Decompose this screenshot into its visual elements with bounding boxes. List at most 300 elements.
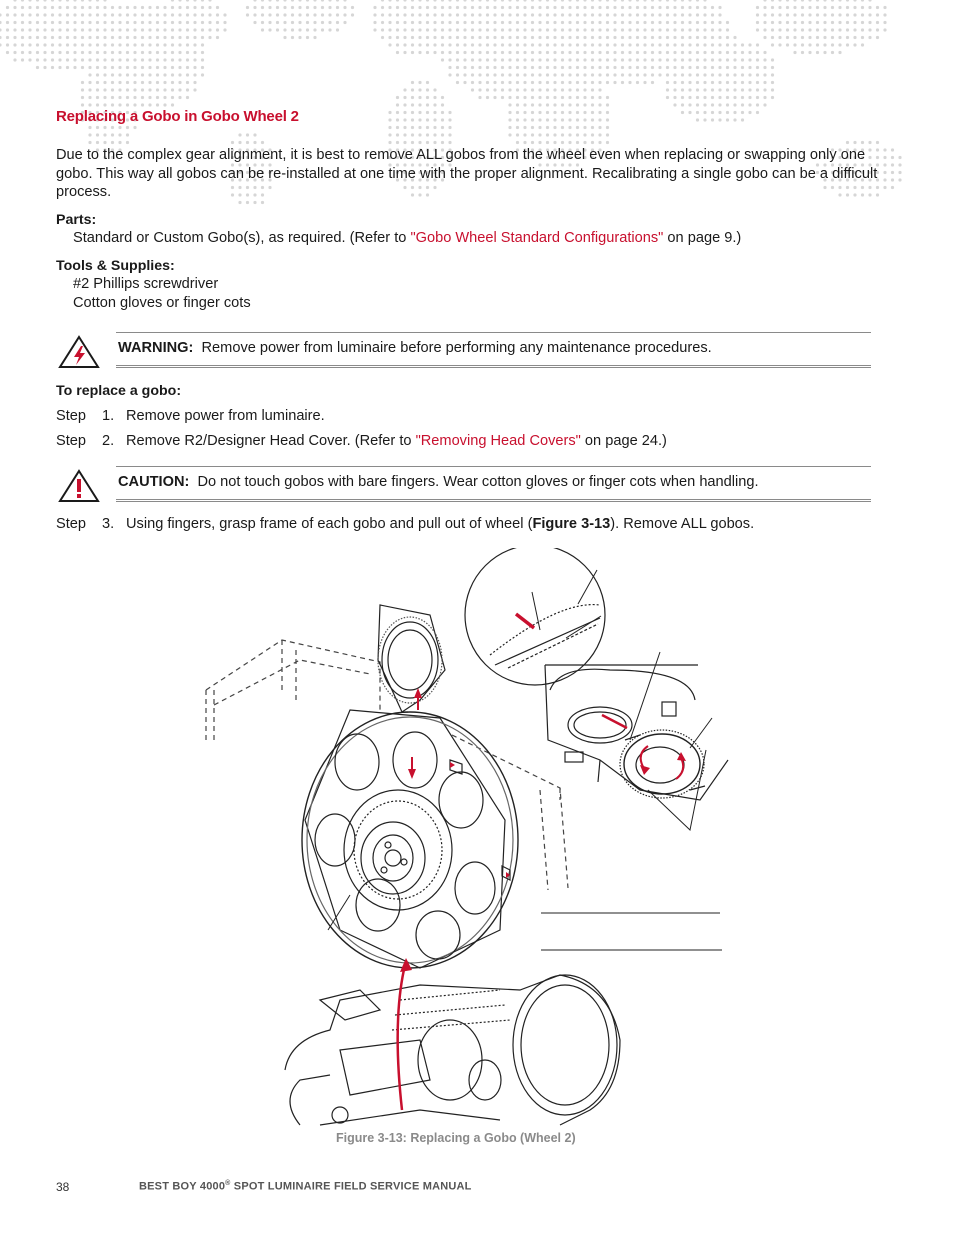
- map-dot: [576, 51, 579, 54]
- map-dot: [703, 51, 706, 54]
- map-dot: [456, 21, 459, 24]
- map-dot: [831, 36, 834, 39]
- map-dot: [111, 88, 114, 91]
- map-dot: [43, 28, 46, 31]
- map-dot: [673, 28, 676, 31]
- map-dot: [546, 118, 549, 121]
- map-dot: [133, 28, 136, 31]
- map-dot: [606, 96, 609, 99]
- map-dot: [546, 81, 549, 84]
- map-dot: [846, 36, 849, 39]
- map-dot: [28, 6, 31, 9]
- map-dot: [538, 133, 541, 136]
- map-dot: [328, 6, 331, 9]
- map-dot: [111, 36, 114, 39]
- map-dot: [553, 28, 556, 31]
- map-dot: [786, 21, 789, 24]
- warning-top-rule: [116, 332, 871, 333]
- map-dot: [628, 58, 631, 61]
- map-dot: [613, 58, 616, 61]
- map-dot: [583, 126, 586, 129]
- map-dot: [163, 21, 166, 24]
- map-dot: [448, 13, 451, 16]
- map-dot: [111, 126, 114, 129]
- section-title: Replacing a Gobo in Gobo Wheel 2: [56, 108, 299, 125]
- map-dot: [606, 36, 609, 39]
- map-dot: [741, 111, 744, 114]
- map-dot: [801, 0, 804, 2]
- map-dot: [156, 43, 159, 46]
- map-dot: [486, 21, 489, 24]
- map-dot: [81, 81, 84, 84]
- map-dot: [733, 111, 736, 114]
- map-dot: [531, 133, 534, 136]
- map-dot: [133, 51, 136, 54]
- map-dot: [141, 13, 144, 16]
- step-text-after: ). Remove ALL gobos.: [610, 516, 755, 532]
- map-dot: [81, 6, 84, 9]
- map-dot: [636, 21, 639, 24]
- map-dot: [478, 66, 481, 69]
- map-dot: [568, 73, 571, 76]
- map-dot: [561, 36, 564, 39]
- map-dot: [396, 36, 399, 39]
- map-dot: [531, 111, 534, 114]
- map-dot: [733, 66, 736, 69]
- map-dot: [418, 88, 421, 91]
- map-dot: [831, 28, 834, 31]
- map-dot: [568, 28, 571, 31]
- map-dot: [613, 66, 616, 69]
- map-dot: [463, 0, 466, 2]
- map-dot: [111, 13, 114, 16]
- map-dot: [96, 0, 99, 2]
- map-dot: [501, 81, 504, 84]
- map-dot: [441, 0, 444, 2]
- map-dot: [576, 58, 579, 61]
- map-dot: [171, 58, 174, 61]
- map-dot: [28, 43, 31, 46]
- map-dot: [891, 186, 894, 189]
- map-dot: [696, 0, 699, 2]
- map-dot: [628, 66, 631, 69]
- map-dot: [583, 81, 586, 84]
- map-dot: [478, 13, 481, 16]
- map-dot: [493, 96, 496, 99]
- map-dot: [688, 96, 691, 99]
- map-dot: [508, 111, 511, 114]
- map-dot: [726, 88, 729, 91]
- map-dot: [763, 51, 766, 54]
- map-dot: [666, 36, 669, 39]
- map-dot: [838, 36, 841, 39]
- map-dot: [133, 88, 136, 91]
- map-dot: [478, 21, 481, 24]
- map-dot: [666, 13, 669, 16]
- map-dot: [748, 43, 751, 46]
- map-dot: [396, 111, 399, 114]
- map-dot: [141, 96, 144, 99]
- map-dot: [666, 43, 669, 46]
- map-dot: [508, 73, 511, 76]
- map-dot: [58, 66, 61, 69]
- map-dot: [681, 0, 684, 2]
- map-dot: [148, 28, 151, 31]
- map-dot: [636, 43, 639, 46]
- map-dot: [111, 21, 114, 24]
- map-dot: [673, 81, 676, 84]
- map-dot: [6, 51, 9, 54]
- map-dot: [771, 0, 774, 2]
- map-dot: [576, 28, 579, 31]
- map-dot: [523, 126, 526, 129]
- map-dot: [126, 73, 129, 76]
- map-dot: [88, 66, 91, 69]
- map-dot: [478, 28, 481, 31]
- map-dot: [598, 0, 601, 2]
- map-dot: [388, 36, 391, 39]
- map-dot: [606, 133, 609, 136]
- map-dot: [621, 58, 624, 61]
- map-dot: [636, 81, 639, 84]
- map-dot: [141, 66, 144, 69]
- step-number: 2.: [102, 433, 115, 449]
- map-dot: [133, 66, 136, 69]
- map-dot: [208, 13, 211, 16]
- map-dot: [658, 36, 661, 39]
- map-dot: [636, 66, 639, 69]
- map-dot: [493, 6, 496, 9]
- map-dot: [756, 28, 759, 31]
- map-dot: [846, 0, 849, 2]
- caution-bottom-rule: [116, 499, 871, 502]
- map-dot: [801, 13, 804, 16]
- map-dot: [66, 66, 69, 69]
- map-dot: [388, 111, 391, 114]
- map-dot: [853, 36, 856, 39]
- map-dot: [546, 88, 549, 91]
- electrical-hazard-icon: [58, 335, 100, 369]
- map-dot: [73, 51, 76, 54]
- map-dot: [126, 21, 129, 24]
- map-dot: [823, 21, 826, 24]
- map-dot: [553, 88, 556, 91]
- map-dot: [471, 6, 474, 9]
- map-dot: [606, 103, 609, 106]
- map-dot: [418, 96, 421, 99]
- map-dot: [696, 111, 699, 114]
- map-dot: [696, 6, 699, 9]
- map-dot: [643, 0, 646, 2]
- map-dot: [478, 81, 481, 84]
- map-dot: [696, 73, 699, 76]
- map-dot: [711, 81, 714, 84]
- gobo-wheel: [302, 710, 518, 968]
- map-dot: [418, 103, 421, 106]
- map-dot: [403, 96, 406, 99]
- map-dot: [103, 36, 106, 39]
- map-dot: [741, 81, 744, 84]
- map-dot: [621, 0, 624, 2]
- map-dot: [126, 36, 129, 39]
- map-dot: [883, 6, 886, 9]
- map-dot: [253, 13, 256, 16]
- map-dot: [486, 96, 489, 99]
- map-dot: [283, 36, 286, 39]
- map-dot: [898, 163, 901, 166]
- caution-text: [118, 474, 759, 490]
- map-dot: [561, 6, 564, 9]
- map-dot: [163, 73, 166, 76]
- map-dot: [763, 58, 766, 61]
- map-dot: [6, 21, 9, 24]
- map-dot: [73, 0, 76, 2]
- map-dot: [448, 111, 451, 114]
- map-dot: [163, 66, 166, 69]
- map-dot: [441, 58, 444, 61]
- map-dot: [741, 96, 744, 99]
- map-dot: [643, 66, 646, 69]
- map-dot: [448, 6, 451, 9]
- map-dot: [141, 6, 144, 9]
- map-dot: [696, 21, 699, 24]
- map-dot: [793, 21, 796, 24]
- map-dot: [298, 21, 301, 24]
- map-dot: [673, 21, 676, 24]
- map-dot: [141, 28, 144, 31]
- map-dot: [538, 21, 541, 24]
- map-dot: [531, 118, 534, 121]
- map-dot: [418, 13, 421, 16]
- map-dot: [73, 13, 76, 16]
- map-dot: [103, 133, 106, 136]
- map-dot: [448, 36, 451, 39]
- map-dot: [726, 111, 729, 114]
- map-dot: [396, 21, 399, 24]
- map-dot: [568, 13, 571, 16]
- map-dot: [883, 21, 886, 24]
- removing-head-covers-link[interactable]: "Removing Head Covers": [415, 433, 581, 449]
- map-dot: [643, 36, 646, 39]
- map-dot: [178, 73, 181, 76]
- map-dot: [643, 73, 646, 76]
- map-dot: [748, 81, 751, 84]
- map-dot: [456, 73, 459, 76]
- map-dot: [486, 0, 489, 2]
- map-dot: [36, 36, 39, 39]
- map-dot: [216, 21, 219, 24]
- map-dot: [711, 118, 714, 121]
- map-dot: [418, 6, 421, 9]
- map-dot: [538, 51, 541, 54]
- map-dot: [658, 73, 661, 76]
- map-dot: [516, 103, 519, 106]
- map-dot: [546, 36, 549, 39]
- step-text-after: on page 24.): [580, 433, 667, 449]
- map-dot: [561, 13, 564, 16]
- map-dot: [148, 13, 151, 16]
- map-dot: [426, 141, 429, 144]
- map-dot: [111, 141, 114, 144]
- map-dot: [696, 66, 699, 69]
- map-dot: [823, 0, 826, 2]
- map-dot: [711, 58, 714, 61]
- map-dot: [891, 148, 894, 151]
- map-dot: [808, 36, 811, 39]
- map-dot: [111, 51, 114, 54]
- map-dot: [471, 66, 474, 69]
- map-dot: [636, 51, 639, 54]
- map-dot: [546, 96, 549, 99]
- map-dot: [441, 126, 444, 129]
- map-dot: [598, 111, 601, 114]
- parts-link[interactable]: "Gobo Wheel Standard Configurations": [410, 230, 664, 246]
- map-dot: [651, 58, 654, 61]
- map-dot: [381, 0, 384, 2]
- map-dot: [748, 66, 751, 69]
- map-dot: [486, 28, 489, 31]
- map-dot: [681, 81, 684, 84]
- map-dot: [403, 141, 406, 144]
- map-dot: [861, 6, 864, 9]
- map-dot: [756, 88, 759, 91]
- map-dot: [426, 118, 429, 121]
- map-dot: [493, 73, 496, 76]
- map-dot: [673, 66, 676, 69]
- tools-label: Tools & Supplies:: [56, 258, 175, 274]
- map-dot: [606, 66, 609, 69]
- map-dot: [696, 103, 699, 106]
- map-dot: [568, 66, 571, 69]
- map-dot: [118, 96, 121, 99]
- map-dot: [823, 13, 826, 16]
- map-dot: [763, 6, 766, 9]
- map-dot: [126, 88, 129, 91]
- map-dot: [651, 66, 654, 69]
- map-dot: [763, 28, 766, 31]
- map-dot: [838, 43, 841, 46]
- step-number: 3.: [102, 516, 115, 532]
- map-dot: [568, 133, 571, 136]
- map-dot: [456, 28, 459, 31]
- map-dot: [591, 96, 594, 99]
- caution-message: Do not touch gobos with bare fingers. Wear cotton gloves or finger cots when handling.: [197, 474, 759, 490]
- map-dot: [741, 66, 744, 69]
- map-dot: [463, 73, 466, 76]
- map-dot: [441, 133, 444, 136]
- map-dot: [493, 43, 496, 46]
- map-dot: [508, 88, 511, 91]
- map-dot: [448, 133, 451, 136]
- map-dot: [216, 6, 219, 9]
- map-dot: [583, 111, 586, 114]
- map-dot: [133, 21, 136, 24]
- map-dot: [606, 141, 609, 144]
- map-dot: [583, 6, 586, 9]
- map-dot: [553, 103, 556, 106]
- map-dot: [523, 13, 526, 16]
- map-dot: [531, 6, 534, 9]
- map-dot: [441, 6, 444, 9]
- map-dot: [163, 103, 166, 106]
- map-dot: [538, 6, 541, 9]
- map-dot: [538, 88, 541, 91]
- map-dot: [598, 103, 601, 106]
- map-dot: [553, 141, 556, 144]
- map-dot: [583, 51, 586, 54]
- tools-item: Cotton gloves or finger cots: [73, 295, 251, 311]
- map-dot: [651, 0, 654, 2]
- map-dot: [831, 0, 834, 2]
- map-dot: [321, 21, 324, 24]
- map-dot: [51, 51, 54, 54]
- map-dot: [156, 13, 159, 16]
- map-dot: [486, 58, 489, 61]
- step-3: [56, 516, 886, 536]
- map-dot: [831, 43, 834, 46]
- map-dot: [651, 21, 654, 24]
- map-dot: [516, 36, 519, 39]
- map-dot: [561, 126, 564, 129]
- map-dot: [426, 28, 429, 31]
- map-dot: [726, 58, 729, 61]
- map-dot: [493, 81, 496, 84]
- map-dot: [208, 36, 211, 39]
- map-dot: [96, 21, 99, 24]
- map-dot: [163, 43, 166, 46]
- map-dot: [328, 21, 331, 24]
- map-dot: [538, 58, 541, 61]
- map-dot: [478, 0, 481, 2]
- map-dot: [696, 51, 699, 54]
- map-dot: [486, 51, 489, 54]
- map-dot: [156, 21, 159, 24]
- map-dot: [501, 58, 504, 61]
- map-dot: [733, 103, 736, 106]
- map-dot: [28, 58, 31, 61]
- map-dot: [21, 28, 24, 31]
- map-dot: [418, 118, 421, 121]
- map-dot: [433, 133, 436, 136]
- map-dot: [613, 73, 616, 76]
- map-dot: [516, 66, 519, 69]
- map-dot: [103, 51, 106, 54]
- map-dot: [501, 88, 504, 91]
- map-dot: [0, 43, 2, 46]
- map-dot: [501, 73, 504, 76]
- map-dot: [636, 58, 639, 61]
- manual-title: [139, 1180, 472, 1193]
- map-dot: [666, 58, 669, 61]
- map-dot: [148, 6, 151, 9]
- map-dot: [703, 88, 706, 91]
- map-dot: [756, 21, 759, 24]
- map-dot: [493, 21, 496, 24]
- map-dot: [816, 28, 819, 31]
- map-dot: [201, 6, 204, 9]
- map-dot: [486, 66, 489, 69]
- map-dot: [606, 73, 609, 76]
- map-dot: [516, 43, 519, 46]
- map-dot: [583, 118, 586, 121]
- map-dot: [531, 13, 534, 16]
- map-dot: [156, 58, 159, 61]
- map-dot: [411, 118, 414, 121]
- map-dot: [703, 58, 706, 61]
- map-dot: [193, 43, 196, 46]
- map-dot: [6, 6, 9, 9]
- map-dot: [591, 13, 594, 16]
